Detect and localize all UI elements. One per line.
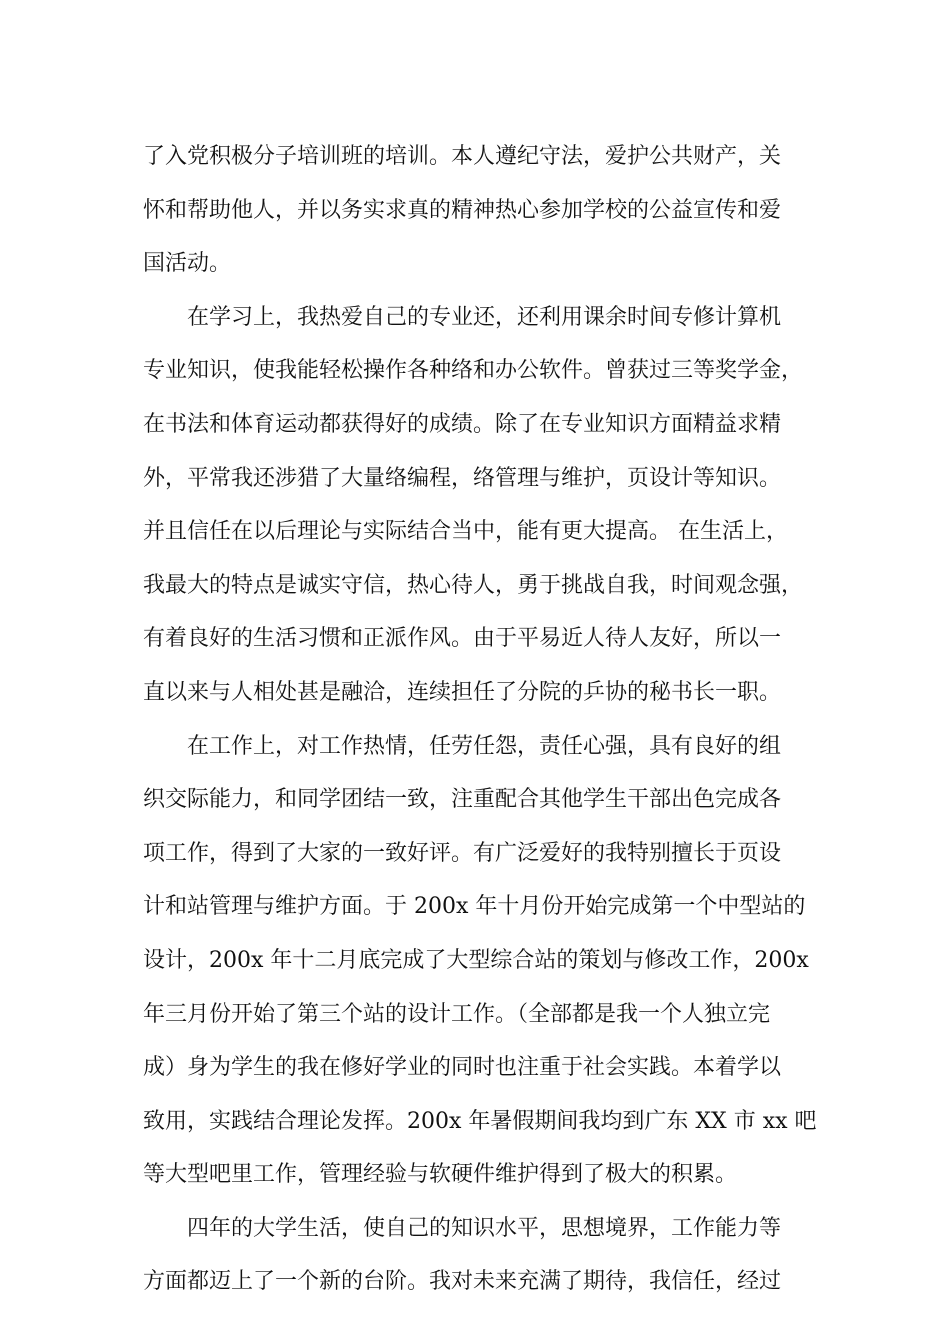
text-line: 并且信任在以后理论与实际结合当中，能有更大提高。 在生活上， [143, 519, 788, 545]
text-line: 有着良好的生活习惯和正派作风。由于平易近人待人友好，所以一 [143, 626, 782, 652]
text-line: 了入党积极分子培训班的培训。本人遵纪守法，爱护公共财产，关 [143, 144, 782, 169]
paragraph-start-line: 四年的大学生活，使自己的知识水平，思想境界，工作能力等 [187, 1215, 782, 1241]
text-line: 方面都迈上了一个新的台阶。我对未来充满了期待，我信任，经过 [143, 1269, 782, 1295]
text-line: 年三月份开始了第三个站的设计工作。（全部都是我一个人独立完 [143, 1001, 771, 1027]
text-line: 在书法和体育运动都获得好的成绩。除了在专业知识方面精益求精 [143, 411, 782, 437]
text-line: 外，平常我还涉猎了大量络编程，络管理与维护，页设计等知识。 [143, 465, 782, 491]
text-line: 专业知识，使我能轻松操作各种络和办公软件。曾获过三等奖学金， [143, 358, 804, 384]
paragraph-start-line: 在工作上，对工作热情，任劳任怨，责任心强，具有良好的组 [187, 733, 782, 759]
text-line: 等大型吧里工作，管理经验与软硬件维护得到了极大的积累。 [143, 1162, 738, 1188]
text-line: 项工作，得到了大家的一致好评。有广泛爱好的我特别擅长于页设 [143, 840, 782, 866]
text-line: 怀和帮助他人，并以务实求真的精神热心参加学校的公益宣传和爱 [143, 197, 782, 223]
text-line: 国活动。 [143, 251, 232, 277]
text-line: 织交际能力，和同学团结一致，注重配合其他学生干部出色完成各 [143, 787, 782, 813]
text-line: 直以来与人相处甚是融洽，连续担任了分院的乒协的秘书长一职。 [143, 679, 782, 705]
text-line: 成）身为学生的我在修好学业的同时也注重于社会实践。本着学以 [143, 1055, 782, 1081]
paragraph-start-line: 在学习上，我热爱自己的专业还，还利用课余时间专修计算机 [187, 304, 782, 330]
text-line: 致用，实践结合理论发挥。200x 年暑假期间我均到广东 XX 市 xx 吧 [143, 1108, 817, 1134]
text-line: 设计，200x 年十二月底完成了大型综合站的策划与修改工作，200x [143, 947, 809, 973]
text-line: 我最大的特点是诚实守信，热心待人，勇于挑战自我，时间观念强， [143, 572, 804, 598]
text-line: 计和站管理与维护方面。于 200x 年十月份开始完成第一个中型站的 [143, 894, 806, 920]
document-body [143, 130, 817, 1309]
